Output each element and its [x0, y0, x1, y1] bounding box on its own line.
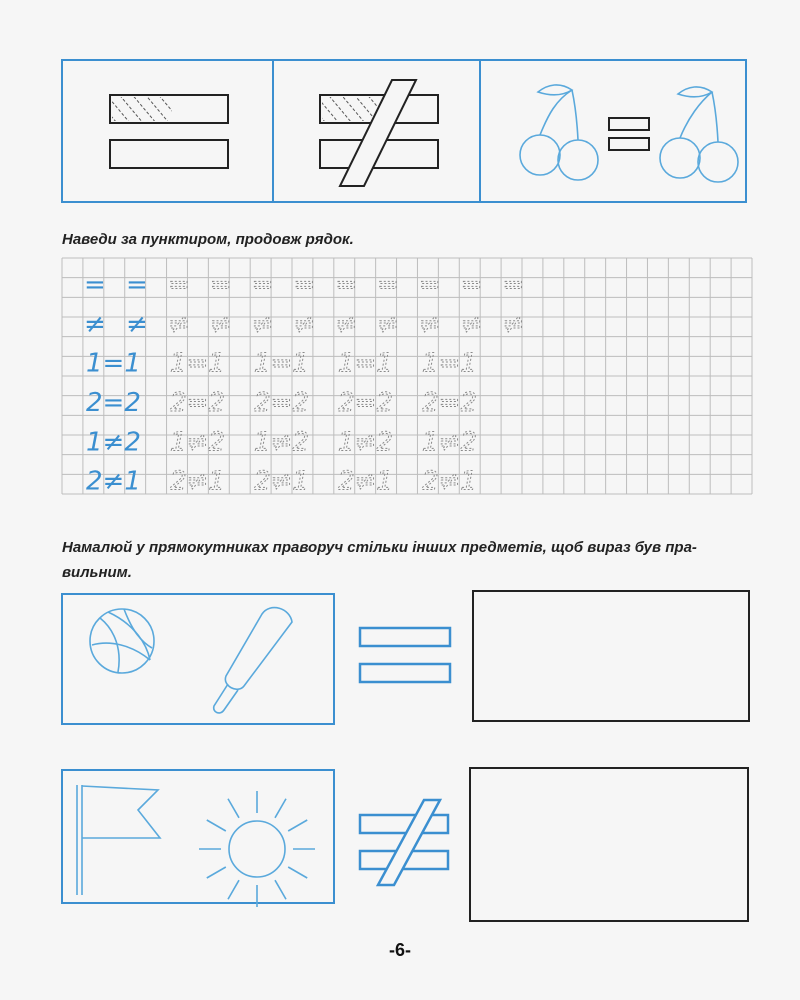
not-equal-sign-icon — [320, 80, 438, 186]
trace-symbol: ≠ — [251, 309, 274, 340]
flag-icon — [77, 785, 160, 895]
sample-symbol: ≠ — [126, 309, 148, 340]
trace-symbol: ≠ — [168, 309, 190, 340]
sun-ray — [288, 820, 307, 831]
sun-ray — [207, 820, 226, 831]
trace-symbol: 2=2 — [254, 388, 309, 419]
trace-symbol: = — [251, 270, 274, 301]
trace-symbol: 1≠2 — [254, 427, 309, 458]
cherries-equal-cherries-icon — [520, 85, 738, 182]
trace-symbol: 2=2 — [338, 388, 393, 419]
trace-symbol: ≠ — [209, 309, 232, 340]
trace-symbol: = — [377, 270, 399, 301]
trace-symbol: 1≠2 — [170, 427, 225, 458]
sun-ray — [275, 799, 286, 818]
trace-symbol: 1=1 — [422, 348, 477, 379]
trace-symbol: 2≠1 — [422, 466, 477, 497]
sample-symbol: 1=1 — [86, 348, 141, 379]
instruction-drawing-line2: вильним. — [62, 564, 132, 581]
sun-ray — [228, 799, 239, 818]
trace-symbol: = — [293, 270, 316, 301]
drawing-task-2 — [62, 768, 748, 921]
cherry-icon — [660, 87, 738, 182]
instruction-tracing: Наведи за пунктиром, продовж рядок. — [62, 231, 354, 248]
trace-symbol: 2=2 — [170, 388, 225, 419]
trace-symbol: 1=1 — [170, 348, 225, 379]
page-number: -6- — [389, 940, 411, 960]
sun-ray — [207, 867, 226, 878]
equals-sign-icon — [110, 95, 228, 168]
trace-symbol: 2≠1 — [338, 466, 393, 497]
trace-symbol: ≠ — [377, 309, 399, 340]
sample-symbol: ≠ — [84, 309, 106, 340]
objects-frame-2 — [62, 770, 334, 903]
trace-symbol: ≠ — [502, 309, 525, 340]
sun-ray — [228, 880, 239, 899]
sun-ray — [288, 867, 307, 878]
answer-box-2[interactable] — [470, 768, 748, 921]
not-equal-sign-icon — [360, 800, 448, 885]
equals-sign-icon — [360, 628, 450, 682]
objects-frame-1 — [62, 594, 334, 724]
trace-symbol: 2=2 — [422, 388, 477, 419]
drawing-task-1 — [62, 591, 749, 724]
trace-symbol: = — [168, 270, 190, 301]
trace-symbol: ≠ — [418, 309, 441, 340]
trace-symbol: = — [502, 270, 525, 301]
instruction-drawing-line1: Намалюй у прямокутниках праворуч стільки інших предметів, щоб вираз був пра- — [62, 539, 697, 556]
answer-box-1[interactable] — [473, 591, 749, 721]
trace-symbol: ≠ — [335, 309, 357, 340]
trace-symbol: = — [418, 270, 441, 301]
sample-symbol: = — [126, 270, 148, 301]
sun-ray — [275, 880, 286, 899]
trace-symbol: 1≠2 — [338, 427, 393, 458]
tracing-rows — [84, 270, 524, 497]
trace-symbol: ≠ — [293, 309, 316, 340]
trace-symbol: = — [460, 270, 483, 301]
equals-sign-icon — [609, 118, 649, 150]
sample-symbol: 1≠2 — [86, 427, 141, 458]
trace-symbol: 1=1 — [338, 348, 393, 379]
cherry-icon — [520, 85, 598, 180]
tracing-grid — [62, 258, 752, 494]
sun-icon — [199, 791, 315, 907]
trace-symbol: 2≠1 — [254, 466, 309, 497]
trace-symbol: 1≠2 — [422, 427, 477, 458]
trace-symbol: ≠ — [460, 309, 483, 340]
sample-symbol: 2=2 — [86, 388, 141, 419]
ice-cream-icon — [214, 608, 292, 713]
trace-symbol: = — [335, 270, 357, 301]
trace-symbol: 2≠1 — [170, 466, 225, 497]
ball-icon — [90, 609, 154, 673]
trace-symbol: = — [209, 270, 232, 301]
sample-symbol: = — [84, 270, 106, 301]
sample-symbol: 2≠1 — [86, 466, 141, 497]
trace-symbol: 1=1 — [254, 348, 309, 379]
